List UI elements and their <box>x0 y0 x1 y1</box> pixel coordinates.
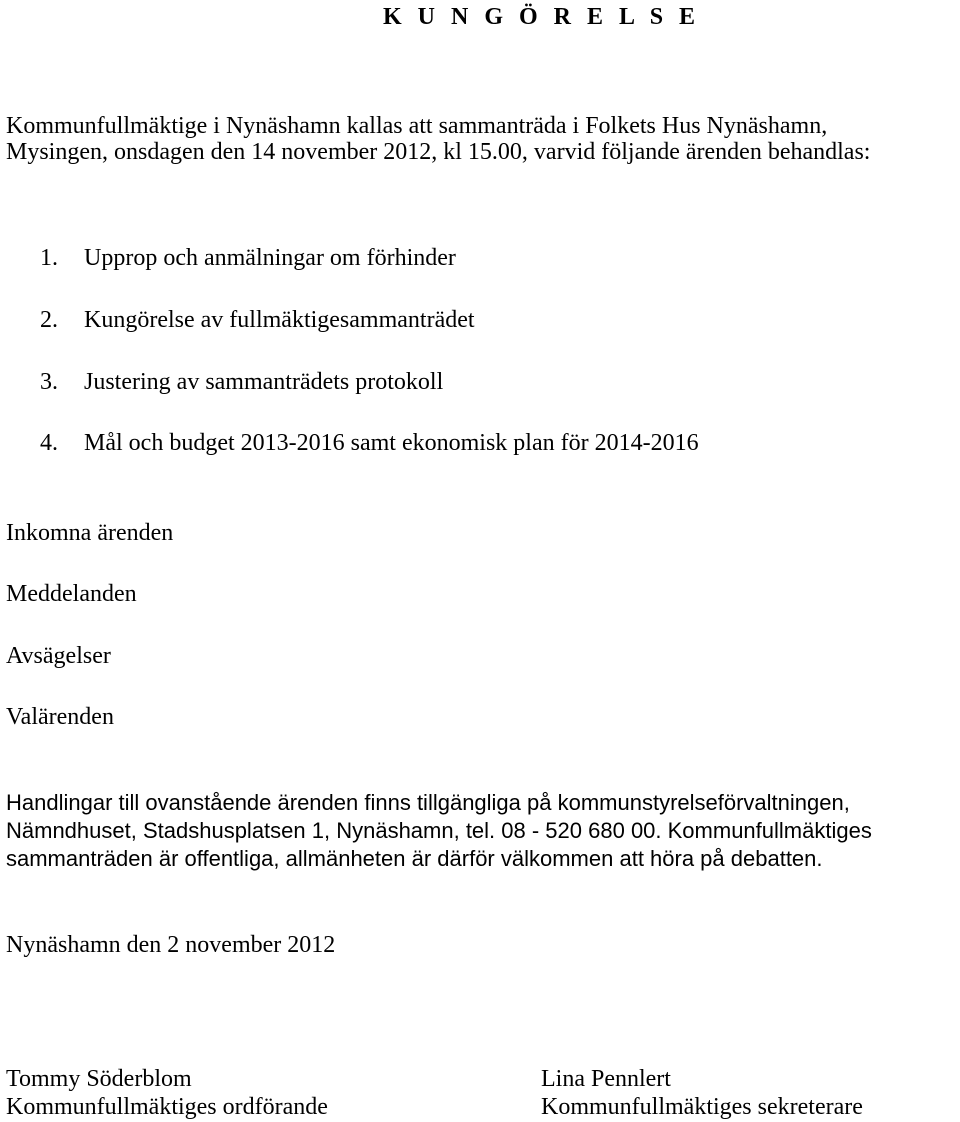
section-heading-meddelanden: Meddelanden <box>6 581 137 607</box>
signatory-role: Kommunfullmäktiges ordförande <box>6 1094 328 1120</box>
section-heading-avsagelser: Avsägelser <box>6 643 111 669</box>
section-heading-valarenden: Valärenden <box>6 704 114 730</box>
date-line: Nynäshamn den 2 november 2012 <box>6 932 336 958</box>
agenda-item-number: 1. <box>40 245 58 271</box>
info-paragraph-line-1: Handlingar till ovanstående ärenden finns tillgängliga på kommunstyrelseförvaltningen, <box>6 790 850 815</box>
intro-paragraph-line-1: Kommunfullmäktige i Nynäshamn kallas att sammanträda i Folkets Hus Nynäshamn, <box>6 113 828 139</box>
agenda-item-number: 3. <box>40 369 58 395</box>
page-title: K U N G Ö R E L S E <box>383 4 701 30</box>
agenda-item-text: Kungörelse av fullmäktigesammanträdet <box>84 307 475 333</box>
signatory-role: Kommunfullmäktiges sekreterare <box>541 1094 863 1120</box>
info-paragraph-line-3: sammanträden är offentliga, allmänheten är därför välkommen att höra på debatten. <box>6 846 823 871</box>
agenda-item-text: Upprop och anmälningar om förhinder <box>84 245 456 271</box>
section-heading-inkomna-arenden: Inkomna ärenden <box>6 520 174 546</box>
agenda-item-number: 2. <box>40 307 58 333</box>
signatory-name: Tommy Söderblom <box>6 1066 192 1092</box>
intro-paragraph-line-2: Mysingen, onsdagen den 14 november 2012, kl 15.00, varvid följande ärenden behandlas: <box>6 139 871 165</box>
signatory-name: Lina Pennlert <box>541 1066 671 1092</box>
info-paragraph-line-2: Nämndhuset, Stadshusplatsen 1, Nynäshamn, tel. 08 - 520 680 00. Kommunfullmäktiges <box>6 818 872 843</box>
agenda-item-number: 4. <box>40 430 58 456</box>
agenda-item-text: Mål och budget 2013-2016 samt ekonomisk plan för 2014-2016 <box>84 430 699 456</box>
agenda-item-text: Justering av sammanträdets protokoll <box>84 369 444 395</box>
